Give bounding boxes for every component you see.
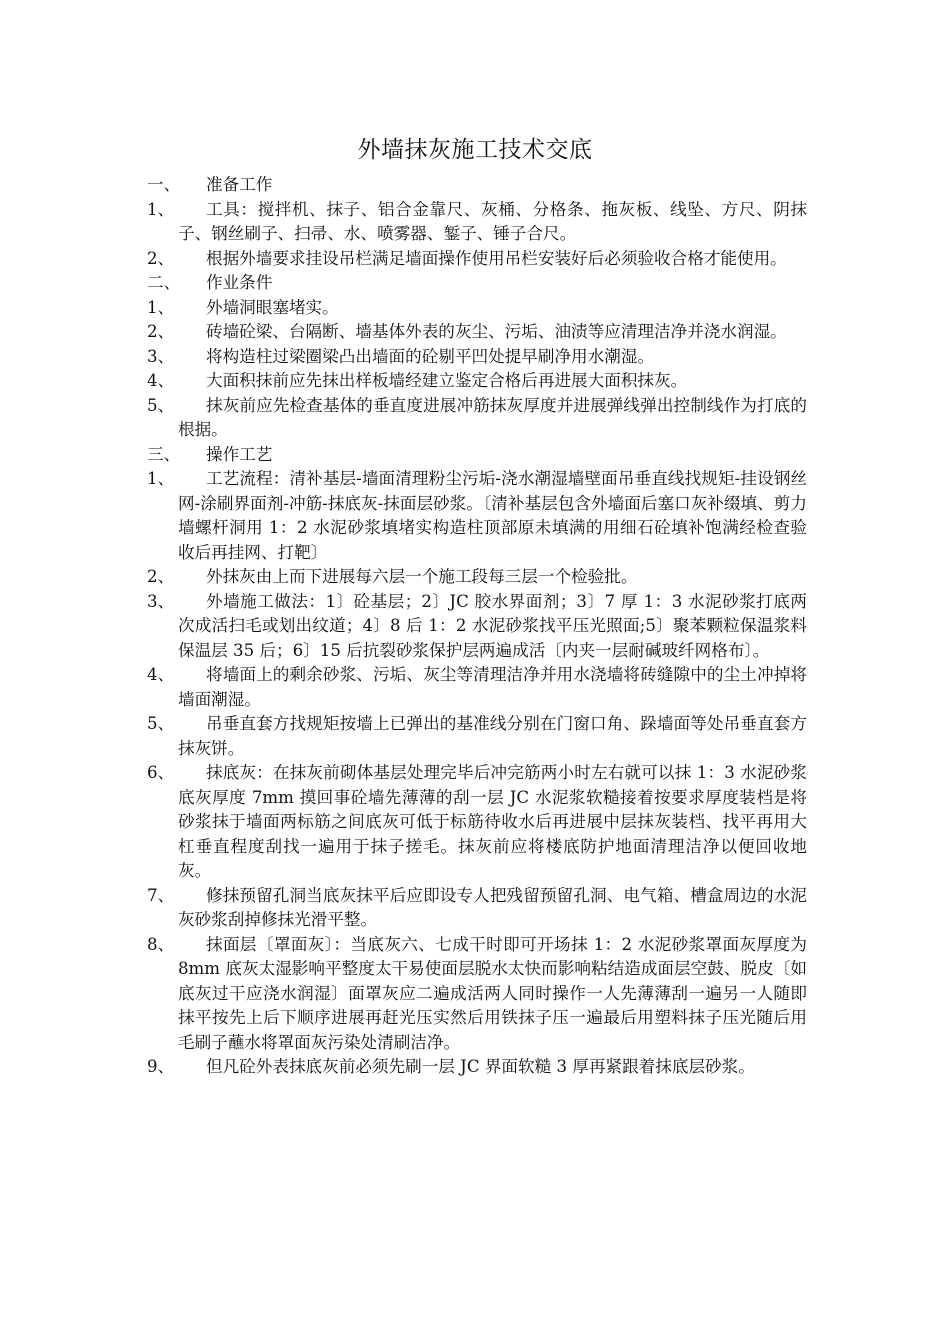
item-number: 5、 [147, 395, 175, 415]
list-item [147, 761, 807, 884]
list-item [147, 320, 807, 345]
item-text: 砖墙砼梁、台隔断、墙基体外表的灰尘、污垢、油渍等应清理洁净并浇水润湿。 [206, 322, 787, 341]
item-text: 抹灰前应先检查基体的垂直度进展冲筋抹灰厚度并进展弹线弹出控制线作为打底的根据。 [178, 395, 807, 439]
item-text: 将构造柱过梁圈梁凸出墙面的砼剔平凹处提早刷净用水潮湿。 [206, 346, 655, 366]
list-item [147, 369, 807, 394]
item-text: 根据外墙要求挂设吊栏满足墙面操作使用吊栏安装好后必须验收合格才能使用。 [206, 248, 787, 268]
item-number: 二、 [147, 273, 181, 292]
item-text: 外抹灰由上而下进展每六层一个施工段每三层一个检验批。 [206, 567, 638, 586]
list-item [147, 663, 807, 712]
item-text: 修抹预留孔洞当底灰抹平后应即设专人把残留预留孔洞、电气箱、槽盒周边的水泥灰砂浆刮掉修抹光滑平整。 [178, 885, 807, 929]
item-text: 但凡砼外表抹底灰前必须先刷一层 JC 界面软糙 3 厚再紧跟着抹底层砂浆。 [206, 1057, 755, 1076]
item-number: 三、 [147, 444, 181, 464]
item-number: 3、 [147, 346, 175, 366]
item-number: 1、 [147, 199, 175, 219]
list-item [147, 247, 807, 272]
list-item [147, 712, 807, 761]
item-text: 吊垂直套方找规矩按墙上已弹出的基准线分别在门窗口角、跺墙面等处吊垂直套方抹灰饼。 [178, 714, 807, 758]
list-item [147, 590, 807, 664]
list-item [147, 173, 807, 198]
list-item [147, 271, 807, 296]
list-item [147, 1055, 807, 1080]
list-item [147, 296, 807, 321]
item-text: 工具：搅拌机、抹子、铝合金靠尺、灰桶、分格条、拖灰板、线坠、方尺、阴抹子、钢丝刷子、扫帚、水、喷雾器、錾子、锤子合尺。 [178, 199, 807, 243]
document-body [147, 173, 807, 1080]
item-number: 一、 [147, 175, 181, 194]
item-number: 4、 [147, 665, 175, 684]
item-number: 6、 [147, 763, 175, 782]
item-text: 大面积抹前应先抹出样板墙经建立鉴定合格后再进展大面积抹灰。 [206, 371, 688, 390]
item-number: 9、 [147, 1057, 175, 1076]
item-text: 操作工艺 [206, 444, 273, 464]
item-number: 2、 [147, 567, 175, 586]
list-item [147, 467, 807, 565]
item-text: 外墙施工做法：1〕砼基层；2〕JC 胶水界面剂；3〕7 厚 1：3 水泥砂浆打底两次成活扫毛或划出纹道；4〕8 后 1：2 水泥砂浆找平压光照面;5〕聚苯颗粒保温浆料保温层 35 后；6〕15 后抗裂砂浆保护层两遍成活〔内夹一层耐碱玻纤网格布〕。 [178, 591, 807, 660]
item-number: 5、 [147, 714, 175, 733]
item-text: 工艺流程：清补基层-墙面清理粉尘污垢-浇水潮湿墙壁面吊垂直线找规矩-挂设钢丝网-涂刷界面剂-冲筋-抹底灰-抹面层砂浆。〔清补基层包含外墙面后塞口灰补缀填、剪力墙螺杆洞用 1：2 水泥砂浆填堵实构造柱顶部原未填满的用细石砼填补饱满经检查验收后再挂网、打靶〕 [178, 469, 807, 562]
item-text: 抹面层〔罩面灰〕：当底灰六、七成干时即可开场抹 1：2 水泥砂浆罩面灰厚度为 8mm 底灰太湿影响平整度太干易使面层脱水太快而影响粘结造成面层空鼓、脱皮〔如底灰过干应浇水润湿〕面罩灰应二遍成活两人同时操作一人先薄薄刮一遍另一人随即抹平按先上后下顺序进展再赶光压实然后用铁抹子压一遍最后用塑料抹子压光随后用毛刷子蘸水将罩面灰污染处清刷洁净。 [178, 934, 807, 1052]
list-item [147, 565, 807, 590]
item-text: 外墙洞眼塞堵实。 [206, 297, 339, 317]
item-number: 7、 [147, 885, 175, 905]
item-number: 1、 [147, 469, 175, 488]
item-number: 2、 [147, 322, 175, 341]
item-number: 3、 [147, 591, 175, 611]
list-item [147, 345, 807, 370]
item-number: 1、 [147, 297, 175, 317]
item-number: 4、 [147, 371, 175, 390]
list-item [147, 884, 807, 933]
list-item [147, 443, 807, 468]
list-item [147, 198, 807, 247]
item-number: 2、 [147, 248, 175, 268]
page-title: 外墙抹灰施工技术交底 [357, 137, 593, 163]
list-item [147, 394, 807, 443]
list-item [147, 933, 807, 1056]
item-text: 作业条件 [206, 273, 273, 292]
item-text: 准备工作 [206, 175, 273, 194]
item-text: 将墙面上的剩余砂浆、污垢、灰尘等清理洁净并用水浇墙将砖缝隙中的尘土冲掉将墙面潮湿。 [178, 665, 807, 709]
item-number: 8、 [147, 934, 175, 954]
item-text: 抹底灰：在抹灰前砌体基层处理完毕后冲完筋两小时左右就可以抹 1：3 水泥砂浆底灰厚度 7mm 摸回事砼墙先薄薄的刮一层 JC 水泥浆软糙接着按要求厚度装档是将砂浆抹于墙面两标筋之间底灰可低于标筋待收水后再进展中层抹灰装档、找平再用大杠垂直程度刮找一遍用于抹子搓毛。抹灰前应将楼底防护地面清理洁净以便回收地灰。 [178, 763, 807, 880]
